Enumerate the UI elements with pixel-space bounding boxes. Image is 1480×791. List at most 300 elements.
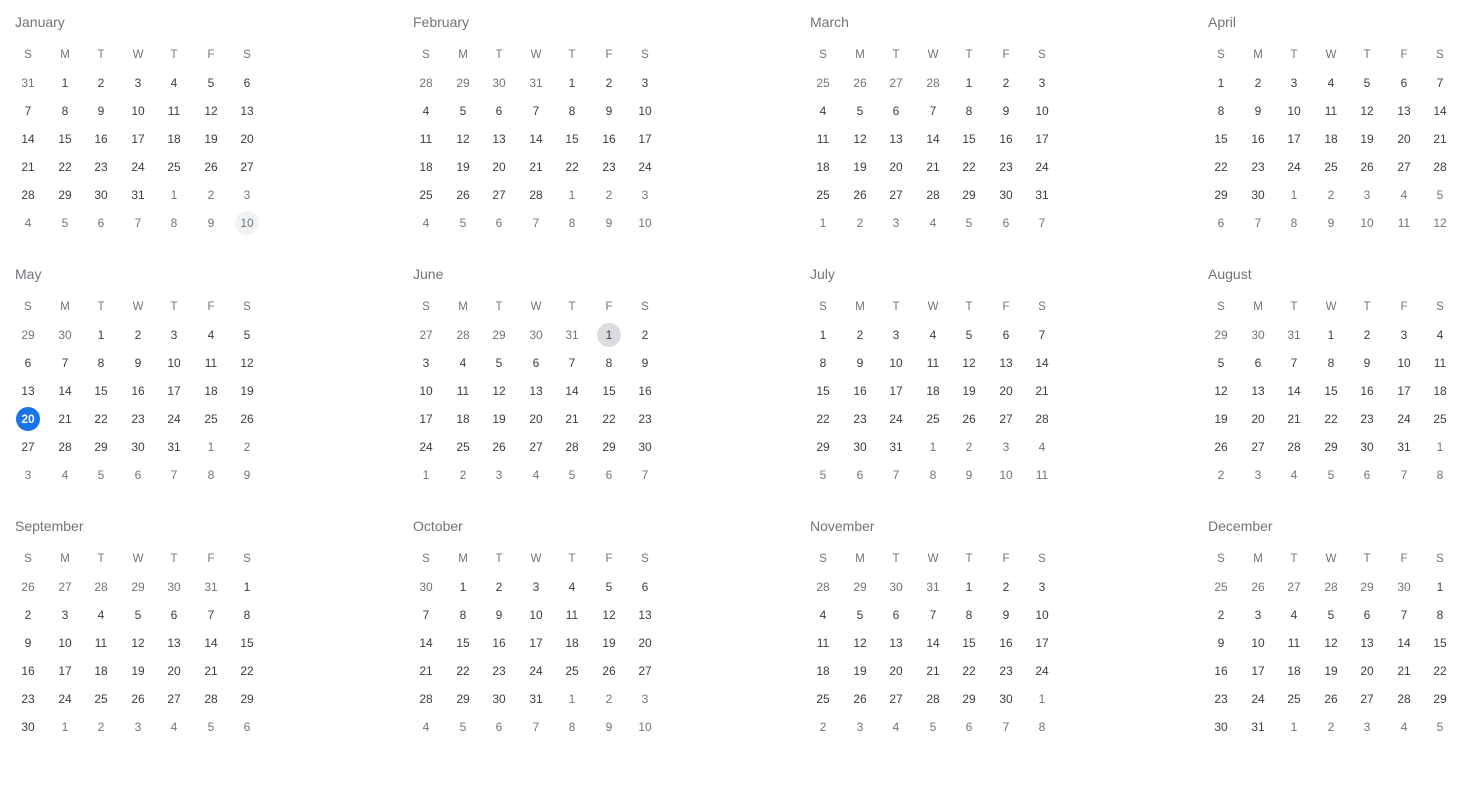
outside-month-day-cell[interactable]: 1: [170, 188, 178, 202]
outside-month-day-cell[interactable]: 7: [1400, 468, 1408, 482]
day-cell[interactable]: 2: [97, 76, 105, 90]
day-cell[interactable]: 27: [638, 664, 652, 678]
day-cell[interactable]: 3: [892, 328, 900, 342]
day-cell[interactable]: 25: [456, 440, 470, 454]
day-cell[interactable]: 23: [492, 664, 506, 678]
outside-month-day-cell[interactable]: 7: [1254, 216, 1262, 230]
day-cell[interactable]: 24: [167, 412, 181, 426]
today-day-cell[interactable]: 20: [16, 407, 40, 431]
day-cell[interactable]: 2: [1217, 608, 1225, 622]
outside-month-day-cell[interactable]: 29: [21, 328, 35, 342]
day-cell[interactable]: 10: [889, 356, 903, 370]
outside-month-day-cell[interactable]: 6: [1363, 468, 1371, 482]
month-title[interactable]: August: [1208, 266, 1252, 282]
day-cell[interactable]: 24: [58, 692, 72, 706]
outside-month-day-cell[interactable]: 11: [1035, 468, 1049, 482]
outside-month-day-cell[interactable]: 27: [58, 580, 72, 594]
outside-month-day-cell[interactable]: 4: [24, 216, 32, 230]
day-cell[interactable]: 27: [889, 692, 903, 706]
day-cell[interactable]: 26: [602, 664, 616, 678]
day-cell[interactable]: 27: [889, 188, 903, 202]
day-cell[interactable]: 30: [21, 720, 35, 734]
month-title[interactable]: October: [413, 518, 463, 534]
day-cell[interactable]: 31: [1035, 188, 1049, 202]
day-cell[interactable]: 2: [134, 328, 142, 342]
outside-month-day-cell[interactable]: 6: [134, 468, 142, 482]
day-cell[interactable]: 19: [240, 384, 254, 398]
day-cell[interactable]: 20: [1251, 412, 1265, 426]
day-cell[interactable]: 7: [568, 356, 576, 370]
day-cell[interactable]: 15: [962, 636, 976, 650]
day-cell[interactable]: 17: [889, 384, 903, 398]
day-cell[interactable]: 11: [816, 132, 830, 146]
outside-month-day-cell[interactable]: 6: [1002, 216, 1010, 230]
day-cell[interactable]: 4: [819, 104, 827, 118]
outside-month-day-cell[interactable]: 7: [532, 720, 540, 734]
outside-month-day-cell[interactable]: 3: [24, 468, 32, 482]
day-cell[interactable]: 11: [456, 384, 470, 398]
day-cell[interactable]: 11: [1324, 104, 1338, 118]
day-cell[interactable]: 20: [529, 412, 543, 426]
month-title[interactable]: December: [1208, 518, 1273, 534]
outside-month-day-cell[interactable]: 8: [568, 720, 576, 734]
day-cell[interactable]: 28: [926, 692, 940, 706]
outside-month-day-cell[interactable]: 29: [1360, 580, 1374, 594]
day-cell[interactable]: 10: [1035, 104, 1049, 118]
day-cell[interactable]: 16: [853, 384, 867, 398]
day-cell[interactable]: 16: [999, 636, 1013, 650]
day-cell[interactable]: 27: [999, 412, 1013, 426]
day-cell[interactable]: 17: [58, 664, 72, 678]
day-cell[interactable]: 2: [1363, 328, 1371, 342]
day-cell[interactable]: 6: [532, 356, 540, 370]
outside-month-day-cell[interactable]: 1: [819, 216, 827, 230]
day-cell[interactable]: 20: [492, 160, 506, 174]
day-cell[interactable]: 1: [61, 76, 69, 90]
day-cell[interactable]: 29: [1324, 440, 1338, 454]
outside-month-day-cell[interactable]: 6: [495, 720, 503, 734]
day-cell[interactable]: 28: [204, 692, 218, 706]
day-cell[interactable]: 1: [459, 580, 467, 594]
day-cell[interactable]: 6: [892, 104, 900, 118]
day-cell[interactable]: 12: [456, 132, 470, 146]
day-cell[interactable]: 15: [94, 384, 108, 398]
day-cell[interactable]: 4: [97, 608, 105, 622]
outside-month-day-cell[interactable]: 8: [929, 468, 937, 482]
outside-month-day-cell[interactable]: 10: [1360, 216, 1374, 230]
outside-month-day-cell[interactable]: 8: [1290, 216, 1298, 230]
outside-month-day-cell[interactable]: 11: [1397, 216, 1411, 230]
day-cell[interactable]: 21: [1035, 384, 1049, 398]
outside-month-day-cell[interactable]: 1: [568, 692, 576, 706]
day-cell[interactable]: 15: [1324, 384, 1338, 398]
day-cell[interactable]: 24: [1397, 412, 1411, 426]
day-cell[interactable]: 16: [21, 664, 35, 678]
day-cell[interactable]: 26: [492, 440, 506, 454]
day-cell[interactable]: 20: [1397, 132, 1411, 146]
day-cell[interactable]: 4: [170, 76, 178, 90]
outside-month-day-cell[interactable]: 10: [638, 720, 652, 734]
day-cell[interactable]: 6: [892, 608, 900, 622]
day-cell[interactable]: 20: [1360, 664, 1374, 678]
day-cell[interactable]: 20: [999, 384, 1013, 398]
month-title[interactable]: July: [810, 266, 835, 282]
outside-month-day-cell[interactable]: 7: [1002, 720, 1010, 734]
day-cell[interactable]: 25: [167, 160, 181, 174]
day-cell[interactable]: 18: [1324, 132, 1338, 146]
outside-month-day-cell[interactable]: 5: [207, 720, 215, 734]
day-cell[interactable]: 10: [419, 384, 433, 398]
day-cell[interactable]: 13: [240, 104, 254, 118]
day-cell[interactable]: 29: [1433, 692, 1447, 706]
day-cell[interactable]: 18: [816, 664, 830, 678]
day-cell[interactable]: 2: [1254, 76, 1262, 90]
day-cell[interactable]: 14: [565, 384, 579, 398]
day-cell[interactable]: 11: [167, 104, 181, 118]
outside-month-day-cell[interactable]: 5: [459, 720, 467, 734]
day-cell[interactable]: 26: [853, 188, 867, 202]
day-cell[interactable]: 28: [1287, 440, 1301, 454]
outside-month-day-cell[interactable]: 9: [605, 720, 613, 734]
day-cell[interactable]: 17: [1251, 664, 1265, 678]
outside-month-day-cell[interactable]: 1: [568, 188, 576, 202]
day-cell[interactable]: 24: [131, 160, 145, 174]
day-cell[interactable]: 16: [1251, 132, 1265, 146]
day-cell[interactable]: 28: [21, 188, 35, 202]
outside-month-day-cell[interactable]: 5: [929, 720, 937, 734]
day-cell[interactable]: 7: [929, 608, 937, 622]
day-cell[interactable]: 9: [1002, 608, 1010, 622]
day-cell[interactable]: 18: [419, 160, 433, 174]
day-cell[interactable]: 24: [1287, 160, 1301, 174]
day-cell[interactable]: 11: [565, 608, 579, 622]
day-cell[interactable]: 21: [565, 412, 579, 426]
day-cell[interactable]: 3: [170, 328, 178, 342]
outside-month-day-cell[interactable]: 26: [853, 76, 867, 90]
outside-month-day-cell[interactable]: 9: [605, 216, 613, 230]
day-cell[interactable]: 25: [94, 692, 108, 706]
day-cell[interactable]: 19: [853, 160, 867, 174]
selected-day-cell[interactable]: 1: [597, 323, 621, 347]
outside-month-day-cell[interactable]: 31: [565, 328, 579, 342]
outside-month-day-cell[interactable]: 4: [1038, 440, 1046, 454]
day-cell[interactable]: 19: [962, 384, 976, 398]
day-cell[interactable]: 3: [1038, 580, 1046, 594]
day-cell[interactable]: 24: [529, 664, 543, 678]
day-cell[interactable]: 13: [638, 608, 652, 622]
outside-month-day-cell[interactable]: 31: [926, 580, 940, 594]
day-cell[interactable]: 22: [1433, 664, 1447, 678]
day-cell[interactable]: 23: [999, 664, 1013, 678]
outside-month-day-cell[interactable]: 1: [422, 468, 430, 482]
day-cell[interactable]: 3: [532, 580, 540, 594]
day-cell[interactable]: 18: [456, 412, 470, 426]
day-cell[interactable]: 26: [1214, 440, 1228, 454]
day-cell[interactable]: 29: [94, 440, 108, 454]
day-cell[interactable]: 22: [602, 412, 616, 426]
day-cell[interactable]: 4: [207, 328, 215, 342]
day-cell[interactable]: 5: [495, 356, 503, 370]
day-cell[interactable]: 4: [1290, 608, 1298, 622]
outside-month-day-cell[interactable]: 3: [1363, 188, 1371, 202]
day-cell[interactable]: 18: [204, 384, 218, 398]
day-cell[interactable]: 18: [816, 160, 830, 174]
outside-month-day-cell[interactable]: 26: [1251, 580, 1265, 594]
day-cell[interactable]: 1: [568, 76, 576, 90]
day-cell[interactable]: 7: [1436, 76, 1444, 90]
outside-month-day-cell[interactable]: 4: [1400, 188, 1408, 202]
day-cell[interactable]: 3: [641, 76, 649, 90]
outside-month-day-cell[interactable]: 2: [97, 720, 105, 734]
day-cell[interactable]: 11: [419, 132, 433, 146]
outside-month-day-cell[interactable]: 10: [235, 211, 259, 235]
day-cell[interactable]: 21: [926, 160, 940, 174]
day-cell[interactable]: 5: [965, 328, 973, 342]
day-cell[interactable]: 25: [204, 412, 218, 426]
outside-month-day-cell[interactable]: 7: [134, 216, 142, 230]
day-cell[interactable]: 21: [58, 412, 72, 426]
day-cell[interactable]: 13: [21, 384, 35, 398]
day-cell[interactable]: 24: [419, 440, 433, 454]
day-cell[interactable]: 13: [889, 636, 903, 650]
day-cell[interactable]: 4: [459, 356, 467, 370]
day-cell[interactable]: 1: [1217, 76, 1225, 90]
day-cell[interactable]: 12: [853, 132, 867, 146]
outside-month-day-cell[interactable]: 4: [892, 720, 900, 734]
day-cell[interactable]: 10: [131, 104, 145, 118]
day-cell[interactable]: 23: [94, 160, 108, 174]
day-cell[interactable]: 27: [1397, 160, 1411, 174]
day-cell[interactable]: 12: [240, 356, 254, 370]
day-cell[interactable]: 28: [1035, 412, 1049, 426]
day-cell[interactable]: 29: [962, 188, 976, 202]
day-cell[interactable]: 17: [1397, 384, 1411, 398]
day-cell[interactable]: 19: [456, 160, 470, 174]
day-cell[interactable]: 4: [568, 580, 576, 594]
day-cell[interactable]: 8: [965, 608, 973, 622]
day-cell[interactable]: 5: [1217, 356, 1225, 370]
day-cell[interactable]: 16: [638, 384, 652, 398]
day-cell[interactable]: 30: [853, 440, 867, 454]
day-cell[interactable]: 1: [97, 328, 105, 342]
day-cell[interactable]: 6: [1400, 76, 1408, 90]
day-cell[interactable]: 27: [1360, 692, 1374, 706]
day-cell[interactable]: 23: [1251, 160, 1265, 174]
outside-month-day-cell[interactable]: 27: [889, 76, 903, 90]
outside-month-day-cell[interactable]: 5: [568, 468, 576, 482]
day-cell[interactable]: 25: [816, 188, 830, 202]
day-cell[interactable]: 10: [58, 636, 72, 650]
day-cell[interactable]: 22: [565, 160, 579, 174]
day-cell[interactable]: 2: [605, 76, 613, 90]
outside-month-day-cell[interactable]: 4: [532, 468, 540, 482]
day-cell[interactable]: 4: [1436, 328, 1444, 342]
day-cell[interactable]: 29: [962, 692, 976, 706]
day-cell[interactable]: 3: [1400, 328, 1408, 342]
day-cell[interactable]: 11: [1287, 636, 1301, 650]
day-cell[interactable]: 6: [1002, 328, 1010, 342]
day-cell[interactable]: 15: [240, 636, 254, 650]
day-cell[interactable]: 14: [926, 132, 940, 146]
day-cell[interactable]: 1: [965, 580, 973, 594]
day-cell[interactable]: 24: [1035, 160, 1049, 174]
day-cell[interactable]: 30: [94, 188, 108, 202]
day-cell[interactable]: 27: [167, 692, 181, 706]
month-title[interactable]: February: [413, 14, 470, 30]
day-cell[interactable]: 23: [1360, 412, 1374, 426]
day-cell[interactable]: 3: [134, 76, 142, 90]
day-cell[interactable]: 22: [456, 664, 470, 678]
day-cell[interactable]: 27: [240, 160, 254, 174]
month-title[interactable]: January: [15, 14, 65, 30]
outside-month-day-cell[interactable]: 1: [929, 440, 937, 454]
day-cell[interactable]: 21: [529, 160, 543, 174]
day-cell[interactable]: 20: [889, 664, 903, 678]
day-cell[interactable]: 25: [1324, 160, 1338, 174]
outside-month-day-cell[interactable]: 5: [965, 216, 973, 230]
outside-month-day-cell[interactable]: 3: [1002, 440, 1010, 454]
day-cell[interactable]: 14: [21, 132, 35, 146]
day-cell[interactable]: 8: [97, 356, 105, 370]
day-cell[interactable]: 12: [962, 356, 976, 370]
day-cell[interactable]: 12: [602, 608, 616, 622]
outside-month-day-cell[interactable]: 10: [638, 216, 652, 230]
day-cell[interactable]: 22: [94, 412, 108, 426]
day-cell[interactable]: 15: [456, 636, 470, 650]
day-cell[interactable]: 20: [240, 132, 254, 146]
outside-month-day-cell[interactable]: 27: [1287, 580, 1301, 594]
day-cell[interactable]: 25: [816, 692, 830, 706]
month-title[interactable]: November: [810, 518, 875, 534]
month-title[interactable]: June: [413, 266, 444, 282]
outside-month-day-cell[interactable]: 31: [21, 76, 35, 90]
outside-month-day-cell[interactable]: 31: [529, 76, 543, 90]
day-cell[interactable]: 30: [492, 692, 506, 706]
outside-month-day-cell[interactable]: 3: [641, 692, 649, 706]
outside-month-day-cell[interactable]: 28: [419, 76, 433, 90]
outside-month-day-cell[interactable]: 5: [819, 468, 827, 482]
day-cell[interactable]: 21: [1397, 664, 1411, 678]
outside-month-day-cell[interactable]: 2: [605, 188, 613, 202]
day-cell[interactable]: 7: [422, 608, 430, 622]
day-cell[interactable]: 29: [456, 692, 470, 706]
day-cell[interactable]: 18: [565, 636, 579, 650]
outside-month-day-cell[interactable]: 6: [605, 468, 613, 482]
day-cell[interactable]: 18: [1287, 664, 1301, 678]
outside-month-day-cell[interactable]: 29: [456, 76, 470, 90]
outside-month-day-cell[interactable]: 29: [853, 580, 867, 594]
day-cell[interactable]: 10: [529, 608, 543, 622]
day-cell[interactable]: 5: [207, 76, 215, 90]
day-cell[interactable]: 7: [1290, 356, 1298, 370]
outside-month-day-cell[interactable]: 9: [207, 216, 215, 230]
day-cell[interactable]: 30: [1214, 720, 1228, 734]
day-cell[interactable]: 19: [1324, 664, 1338, 678]
day-cell[interactable]: 21: [1287, 412, 1301, 426]
day-cell[interactable]: 13: [999, 356, 1013, 370]
outside-month-day-cell[interactable]: 3: [134, 720, 142, 734]
day-cell[interactable]: 29: [1214, 188, 1228, 202]
day-cell[interactable]: 6: [24, 356, 32, 370]
day-cell[interactable]: 15: [565, 132, 579, 146]
day-cell[interactable]: 4: [819, 608, 827, 622]
outside-month-day-cell[interactable]: 7: [170, 468, 178, 482]
day-cell[interactable]: 6: [243, 76, 251, 90]
outside-month-day-cell[interactable]: 3: [1254, 468, 1262, 482]
day-cell[interactable]: 10: [1035, 608, 1049, 622]
day-cell[interactable]: 24: [638, 160, 652, 174]
day-cell[interactable]: 23: [638, 412, 652, 426]
day-cell[interactable]: 16: [94, 132, 108, 146]
outside-month-day-cell[interactable]: 8: [207, 468, 215, 482]
outside-month-day-cell[interactable]: 8: [568, 216, 576, 230]
day-cell[interactable]: 21: [926, 664, 940, 678]
day-cell[interactable]: 30: [1251, 188, 1265, 202]
outside-month-day-cell[interactable]: 4: [929, 216, 937, 230]
outside-month-day-cell[interactable]: 29: [131, 580, 145, 594]
day-cell[interactable]: 12: [1324, 636, 1338, 650]
day-cell[interactable]: 22: [816, 412, 830, 426]
day-cell[interactable]: 6: [1254, 356, 1262, 370]
day-cell[interactable]: 13: [1397, 104, 1411, 118]
outside-month-day-cell[interactable]: 2: [459, 468, 467, 482]
outside-month-day-cell[interactable]: 30: [58, 328, 72, 342]
day-cell[interactable]: 25: [419, 188, 433, 202]
outside-month-day-cell[interactable]: 5: [61, 216, 69, 230]
day-cell[interactable]: 2: [856, 328, 864, 342]
outside-month-day-cell[interactable]: 1: [61, 720, 69, 734]
outside-month-day-cell[interactable]: 1: [207, 440, 215, 454]
outside-month-day-cell[interactable]: 1: [1436, 440, 1444, 454]
day-cell[interactable]: 5: [856, 608, 864, 622]
day-cell[interactable]: 9: [1217, 636, 1225, 650]
day-cell[interactable]: 8: [819, 356, 827, 370]
outside-month-day-cell[interactable]: 1: [1290, 720, 1298, 734]
outside-month-day-cell[interactable]: 31: [1287, 328, 1301, 342]
day-cell[interactable]: 10: [1287, 104, 1301, 118]
day-cell[interactable]: 6: [495, 104, 503, 118]
day-cell[interactable]: 17: [529, 636, 543, 650]
outside-month-day-cell[interactable]: 6: [1217, 216, 1225, 230]
day-cell[interactable]: 9: [97, 104, 105, 118]
day-cell[interactable]: 8: [965, 104, 973, 118]
day-cell[interactable]: 28: [58, 440, 72, 454]
day-cell[interactable]: 30: [131, 440, 145, 454]
day-cell[interactable]: 1: [965, 76, 973, 90]
outside-month-day-cell[interactable]: 6: [965, 720, 973, 734]
day-cell[interactable]: 9: [1254, 104, 1262, 118]
day-cell[interactable]: 7: [1038, 328, 1046, 342]
outside-month-day-cell[interactable]: 1: [1038, 692, 1046, 706]
outside-month-day-cell[interactable]: 30: [1251, 328, 1265, 342]
day-cell[interactable]: 26: [240, 412, 254, 426]
day-cell[interactable]: 14: [1397, 636, 1411, 650]
day-cell[interactable]: 4: [1327, 76, 1335, 90]
day-cell[interactable]: 17: [131, 132, 145, 146]
outside-month-day-cell[interactable]: 10: [999, 468, 1013, 482]
outside-month-day-cell[interactable]: 2: [605, 692, 613, 706]
day-cell[interactable]: 10: [638, 104, 652, 118]
day-cell[interactable]: 9: [1363, 356, 1371, 370]
day-cell[interactable]: 27: [529, 440, 543, 454]
day-cell[interactable]: 15: [1214, 132, 1228, 146]
day-cell[interactable]: 9: [134, 356, 142, 370]
outside-month-day-cell[interactable]: 29: [492, 328, 506, 342]
month-title[interactable]: May: [15, 266, 42, 282]
day-cell[interactable]: 9: [24, 636, 32, 650]
outside-month-day-cell[interactable]: 4: [1290, 468, 1298, 482]
day-cell[interactable]: 29: [816, 440, 830, 454]
